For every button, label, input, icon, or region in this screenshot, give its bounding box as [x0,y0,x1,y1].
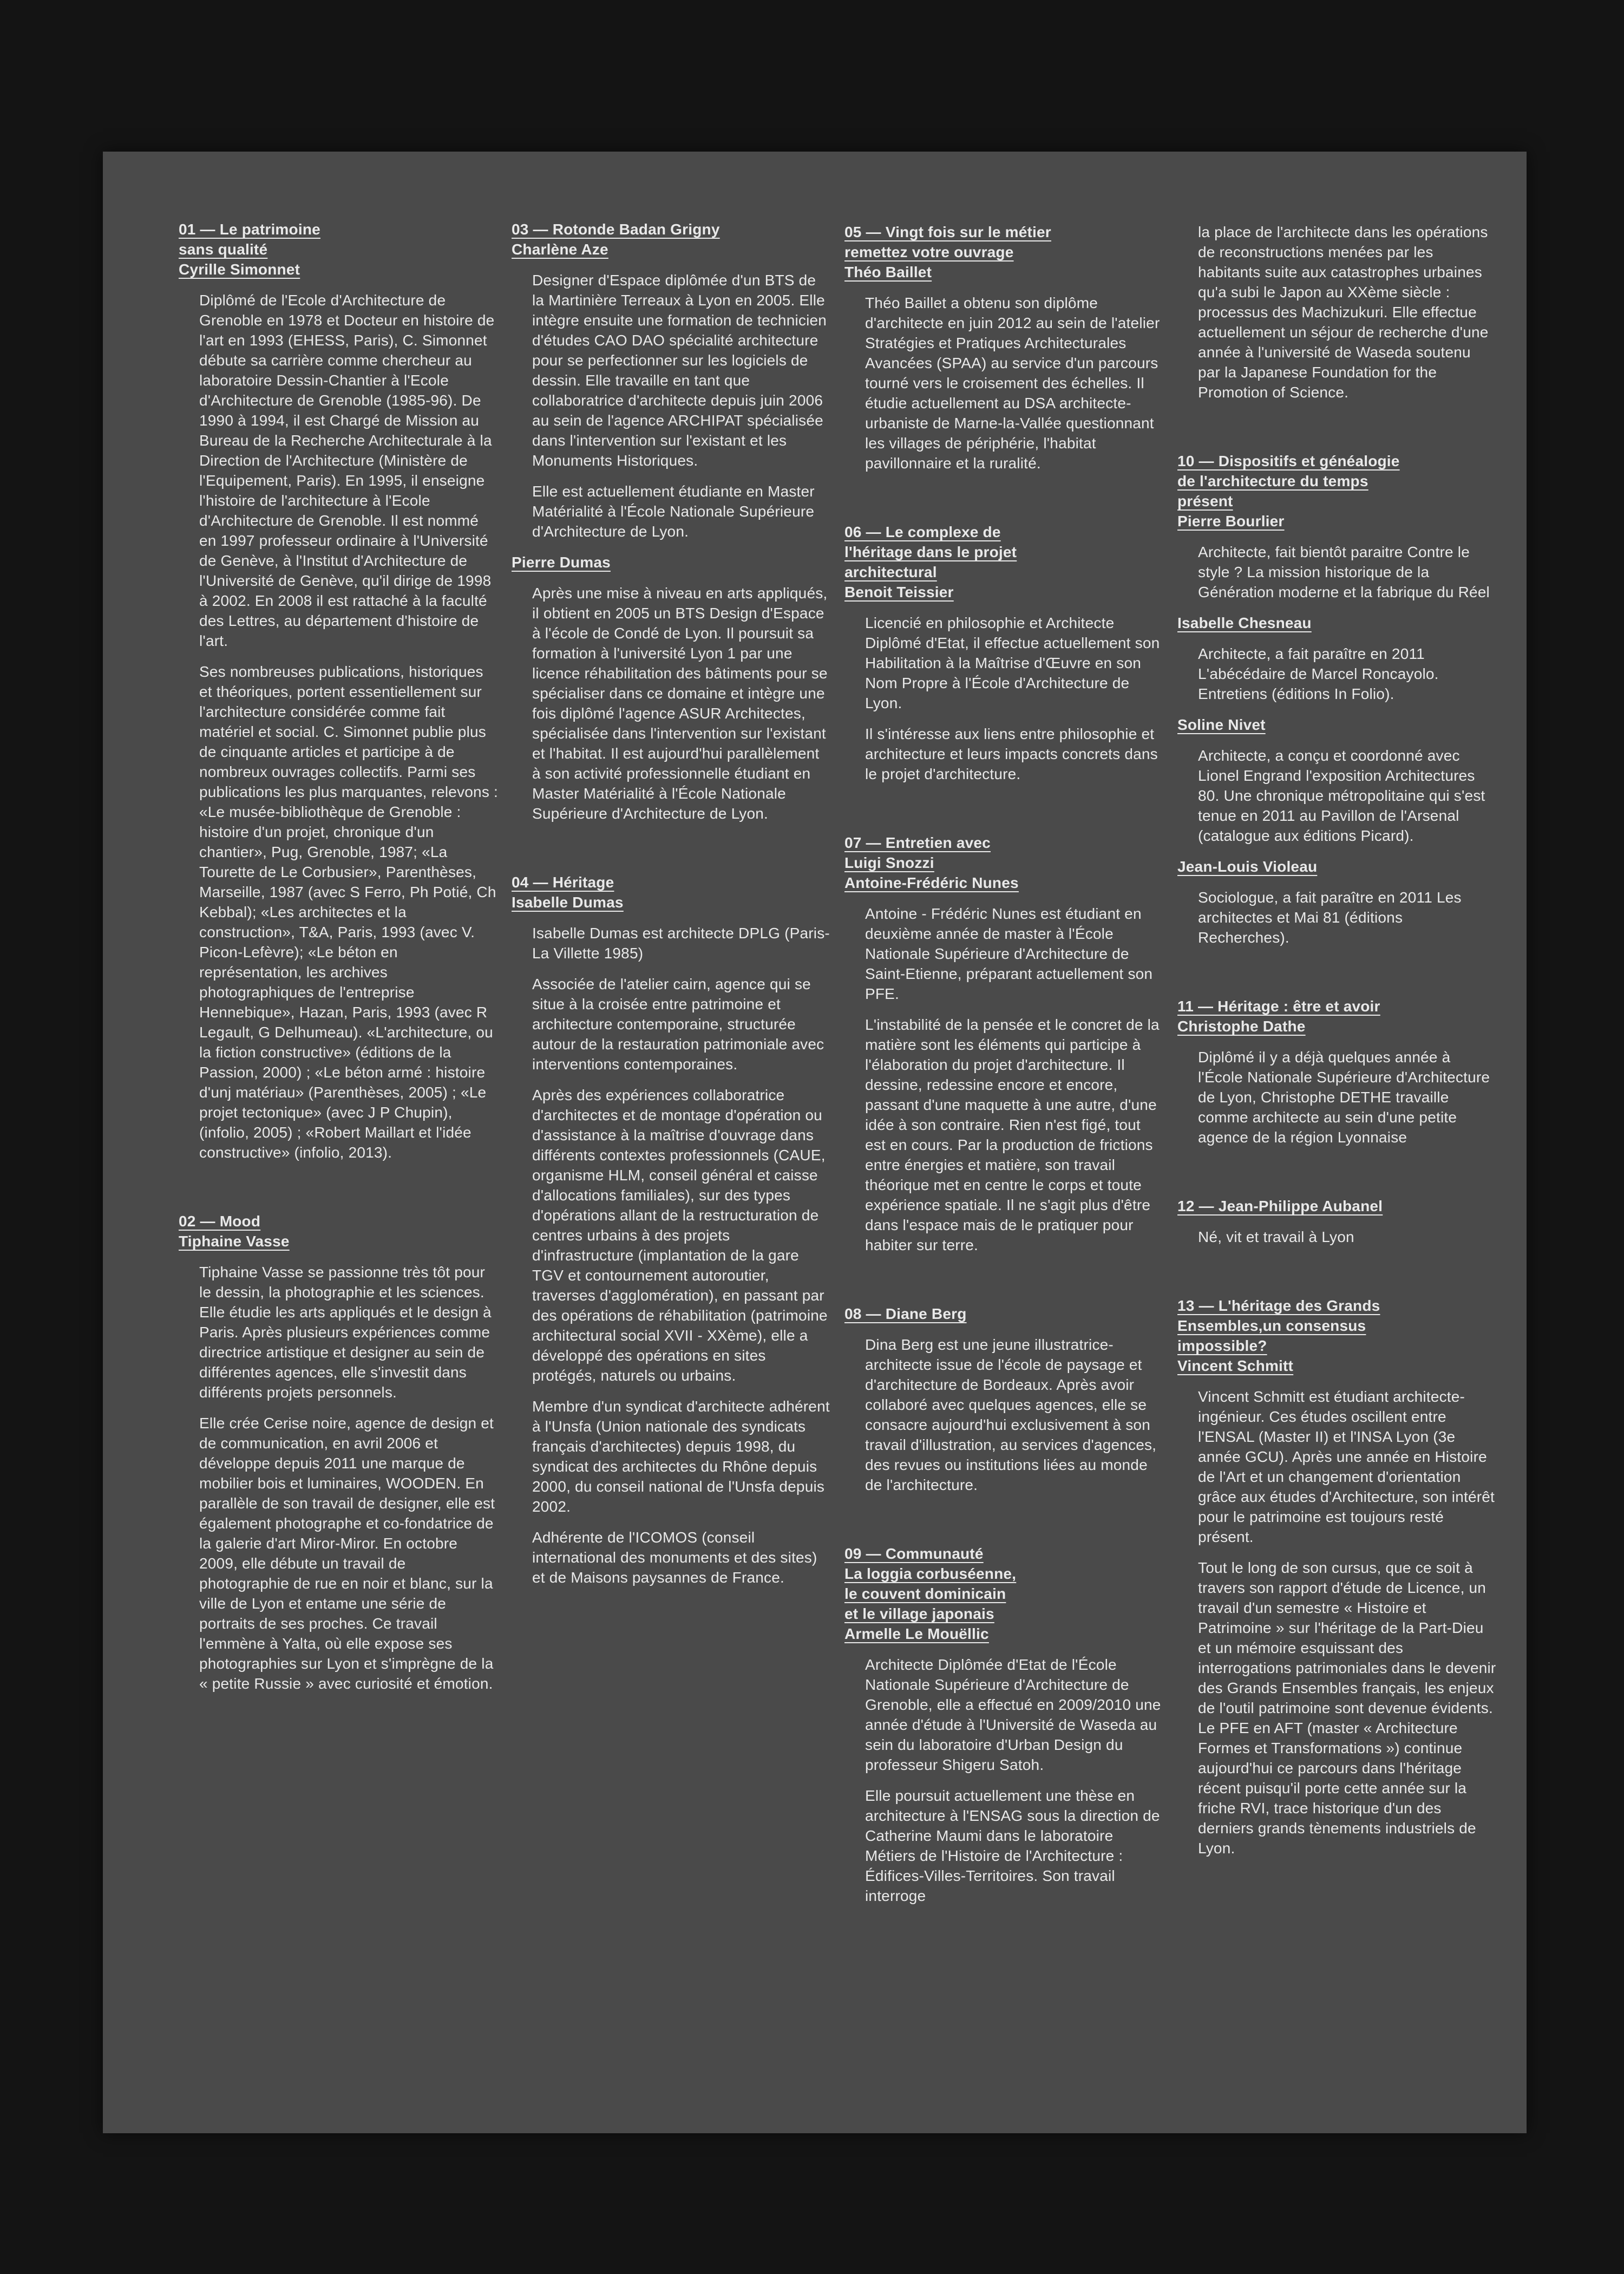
title-line: architectural [844,564,937,580]
bio-paragraph: Architecte Diplômée d'Etat de l'École Nationale Supérieure d'Architecture de Grenoble, elle a effectué en 2009/2010 une année d'étude à l'Université de Waseda au sein du laboratoire d'Urban Design du professeur Shigeru Satoh. [865,1656,1161,1773]
entry-13 [1177,1296,1497,1858]
title-line: 07 — Entretien avec [844,834,991,851]
entry-title [844,1544,1164,1644]
title-line: 05 — Vingt fois sur le métier [844,224,1051,240]
title-line: 10 — Dispositifs et généalogie [1177,453,1400,469]
entry-title [844,522,1164,602]
entry-09 [844,1544,1164,1906]
author-name: Antoine-Frédéric Nunes [844,874,1019,891]
bio-paragraph: L'instabilité de la pensée et le concret de la matière sont les éléments qui participe à l'élaboration du projet d'architecture. Il dessine, redessine encore et encore, passant d'une maquette à une autre, d'une idée à son contraire. Rien n'est figé, tout est en cours. Par la production de frictions entre énergies et matière, son travail théorique met en centre le corps et toute expérience spatiale. Il ne s'agit plus d'être dans l'espace mais de le pratiquer pour habiter sur terre. [865,1016,1160,1253]
entry-title [1177,996,1497,1036]
author-name: Théo Baillet [844,264,932,280]
bio-paragraph: la place de l'architecte dans les opérations de reconstructions menées par les habitants suite aux catastrophes urbaines qu'a subi le Japon au XXème siècle : processus des Machizukuri. Elle effectue actuellement un séjour de recherche d'une année à l'université de Waseda soutenu par la Japanese Foundation for the Promotion of Science. [1198,224,1489,401]
entry-title [179,219,498,279]
bio-paragraph: Architecte, a conçu et coordonné avec Lionel Engrand l'exposition Architectures 80. Une chronique métropolitaine qui s'est tenue en 2011 au Pavillon de l'Arsenal (catalogue aux éditions Picard). [1198,747,1485,844]
entry-08 [844,1304,1164,1495]
author-name: Isabelle Chesneau [1177,615,1312,631]
bio-paragraph: Diplômé de l'Ecole d'Architecture de Grenoble en 1978 et Docteur en histoire de l'art en 1993 (EHESS, Paris), C. Simonnet débute sa carrière comme chercheur au laboratoire Dessin-Chantier à l'Ecole d'Architecture de Grenoble (1985-96). De 1990 à 1994, il est Chargé de Mission au Bureau de la Recherche Architecturale à la Direction de l'Architecture (Ministère de l'Equipement, Paris). En 1995, il enseigne l'histoire de l'architecture à l'Ecole d'Architecture de Grenoble. Il est nommé en 1997 professeur ordinaire à l'Université de Genève, à l'Institut d'Architecture de l'Université de Genève, qu'il dirige de 1998 à 2002. En 2008 il est rattaché à la faculté des Lettres, au département d'histoire de l'art. [199,292,495,649]
title-line: 02 — Mood [179,1213,261,1230]
entry-01 [179,219,498,1162]
bio-paragraph: Architecte, a fait paraître en 2011 L'abécédaire de Marcel Roncayolo. Entretiens (éditions In Folio). [1198,645,1439,702]
entry-11 [1177,996,1497,1147]
title-line: impossible? [1177,1337,1267,1354]
entry-09-continued [1177,222,1497,402]
author-name: Pierre Dumas [512,554,611,571]
column-3 [844,222,1164,1917]
column-1 [179,219,498,1742]
entry-10 [1177,451,1497,948]
bio-paragraph: Elle poursuit actuellement une thèse en architecture à l'ENSAG sous la direction de Catherine Maumi dans le laboratoire Métiers de l'Histoire de l'Architecture : Édifices-Villes-Territoires. Son travail interroge [865,1787,1160,1904]
title-line: sans qualité [179,241,268,258]
bio-paragraph: Après des expériences collaboratrice d'architectes et de montage d'opération ou d'assistance à la maîtrise d'ouvrage dans différents contextes professionnels (CAUE, organisme HLM, conseil général et caisse d'allocations familiales), sur des types d'opérations allant de la restructuration de centres urbains à des projets d'infrastructure (implantation de la gare TGV et contournement autoroutier, traverses d'agglomération), en passant par des opérations de réhabilitation (patrimoine architectural social XVII - XXème), elle a développé des opérations en sites protégés, naturels ou urbains. [532,1087,828,1384]
bio-paragraph: Isabelle Dumas est architecte DPLG (Paris-La Villette 1985) [532,925,830,962]
bio-paragraph: Théo Baillet a obtenu son diplôme d'architecte en juin 2012 au sein de l'atelier Stratégies et Pratiques Architecturales Avancées (SPAA) au service d'un parcours tourné vers le croisement des échelles. Il étudie actuellement au DSA architecte-urbaniste de Marne-la-Vallée questionnant les villages de périphérie, l'habitat pavillonnaire et la ruralité. [865,295,1160,472]
author-name: Christophe Dathe [1177,1018,1306,1035]
title-line: l'héritage dans le projet [844,544,1017,560]
entry-04 [512,872,831,1587]
author-name-block [1177,857,1497,877]
bio-paragraph: Né, vit et travail à Lyon [1198,1229,1354,1245]
entry-07 [844,833,1164,1255]
title-line: présent [1177,493,1233,509]
entry-02 [179,1211,498,1694]
author-name: Charlène Aze [512,241,608,258]
bio-paragraph: Vincent Schmitt est étudiant architecte-ingénieur. Ces études oscillent entre l'ENSAL (Master II) et l'INSA Lyon (3e année GCU). Après une année en Histoire de l'Art et un changement d'orientation grâce aux études d'Architecture, son intérêt pour le patrimoine est toujours resté présent. [1198,1388,1495,1545]
entry-05 [844,222,1164,473]
title-line: le couvent dominicain [844,1585,1006,1602]
title-line: remettez votre ouvrage [844,244,1014,260]
author-name: Isabelle Dumas [512,894,624,911]
printed-sheet [103,152,1527,2133]
author-name-block [1177,613,1497,633]
entry-title [844,833,1164,893]
author-name: Vincent Schmitt [1177,1357,1294,1374]
bio-paragraph: Sociologue, a fait paraître en 2011 Les architectes et Mai 81 (éditions Recherches). [1198,889,1462,946]
author-name: Tiphaine Vasse [179,1233,290,1250]
entry-title [1177,1196,1497,1216]
entry-06 [844,522,1164,784]
title-line: et le village japonais [844,1605,994,1622]
entry-title [1177,1296,1497,1376]
bio-paragraph: Il s'intéresse aux liens entre philosophie et architecture et leurs impacts concrets dans le projet d'architecture. [865,726,1158,782]
author-name-block [512,552,831,572]
author-name: Soline Nivet [1177,716,1266,733]
bio-paragraph: Diplômé il y a déjà quelques année à l'École Nationale Supérieure d'Architecture de Lyon, Christophe DETHE travaille comme architecte au sein d'une petite agence de la région Lyonnaise [1198,1049,1490,1146]
entry-title [512,219,831,259]
bio-paragraph: Architecte, fait bientôt paraitre Contre le style ? La mission historique de la Génération moderne et la fabrique du Réel [1198,544,1490,600]
bio-paragraph: Membre d'un syndicat d'architecte adhérent à l'Unsfa (Union nationale des syndicats français d'architectes) depuis 1998, du syndicat des architectes du Rhône depuis 2000, du conseil national de l'Unsfa depuis 2002. [532,1398,830,1515]
entry-title [844,222,1164,282]
title-line: 08 — Diane Berg [844,1305,967,1322]
title-line: 03 — Rotonde Badan Grigny [512,221,720,238]
author-name-block [1177,715,1497,735]
title-line: 11 — Héritage : être et avoir [1177,998,1380,1015]
entry-03 [512,219,831,824]
bio-paragraph: Dina Berg est une jeune illustratrice-architecte issue de l'école de paysage et d'architecture de Bordeaux. Après avoir collaboré avec quelques agences, elle se consacre aujourd'hui exclusivement à son travail d'illustration, au services d'agences, des revues ou institutions liées au monde de l'architecture. [865,1336,1157,1493]
title-line: 01 — Le patrimoine [179,221,320,238]
bio-paragraph: Licencié en philosophie et Architecte Diplômé d'Etat, il effectue actuellement son Habilitation à la Maîtrise d'Œuvre en son Nom Propre à l'École d'Architecture de Lyon. [865,615,1160,711]
bio-paragraph: Adhérente de l'ICOMOS (conseil international des monuments et des sites) et de Maisons paysannes de France. [532,1529,817,1586]
author-name: Benoit Teissier [844,584,954,600]
bio-paragraph: Elle crée Cerise noire, agence de design et de communication, en avril 2006 et développe depuis 2011 une marque de mobilier bois et luminaires, WOODEN. En parallèle de son travail de designer, elle est également photographe et co-fondatrice de la galerie d'art Miror-Miror. En octobre 2009, elle débute un travail de photographie de rue en noir et blanc, sur la ville de Lyon et entame une série de portraits de ses proches. Ce travail l'emmène à Yalta, où elle expose ses photographies sur Lyon et s'imprègne de la « petite Russie » avec curiosité et émotion. [199,1415,495,1692]
entry-title [179,1211,498,1251]
title-line: Luigi Snozzi [844,854,934,871]
entry-12 [1177,1196,1497,1247]
bio-paragraph: Antoine - Frédéric Nunes est étudiant en deuxième année de master à l'École Nationale Supérieure d'Architecture de Saint-Etienne, préparant actuellement son PFE. [865,905,1153,1002]
entry-title [844,1304,1164,1324]
title-line: La loggia corbuséenne, [844,1565,1017,1582]
title-line: 09 — Communauté [844,1545,984,1562]
bio-paragraph: Elle est actuellement étudiante en Master Matérialité à l'École Nationale Supérieure d'Architecture de Lyon. [532,483,815,540]
column-2 [512,219,831,1636]
bio-paragraph: Après une mise à niveau en arts appliqués, il obtient en 2005 un BTS Design d'Espace à l'école de Condé de Lyon. Il poursuit sa formation à l'université Lyon 1 par une licence réhabilitation des bâtiments pour se spécialiser dans ce domaine et intègre une fois diplômé l'agence ASUR Architectes, spécialisée dans l'intervention sur l'existant et l'habitat. Il est aujourd'hui parallèlement à son activité professionnelle étudiant en Master Matérialité à l'École Nationale Supérieure d'Architecture de Lyon. [532,585,828,822]
bio-paragraph: Designer d'Espace diplômée d'un BTS de la Martinière Terreaux à Lyon en 2005. Elle intègre ensuite une formation de technicien d'études CAO DAO spécialité architecture pour se perfectionner sur les logiciels de dessin. Elle travaille en tant que collaboratrice d'architecte depuis juin 2006 au sein de l'agence ARCHIPAT spécialisée dans l'intervention sur l'existant et les Monuments Historiques. [532,272,827,469]
title-line: Ensembles,un consensus [1177,1317,1366,1334]
bio-paragraph: Tiphaine Vasse se passionne très tôt pour le dessin, la photographie et les sciences. Elle étudie les arts appliqués et le design à Paris. Après plusieurs expériences comme directrice artistique et designer au sein de différentes agences, elle s'investit dans différents projets personnels. [199,1264,492,1401]
entry-title [1177,451,1497,531]
bio-paragraph: Ses nombreuses publications, historiques et théoriques, portent essentiellement sur l'architecture considérée comme fait matériel et social. C. Simonnet publie plus de cinquante articles et participe à de nombreux ouvrages collectifs. Parmi ses publications les plus marquantes, relevons : «Le musée-bibliothèque de Grenoble : histoire d'un projet, chronique d'un chantier», Pug, Grenoble, 1987; «La Tourette de Le Corbusier», Parenthèses, Marseille, 1987 (avec S Ferro, Ph Potié, Ch Kebbal); «Les architectes et la construction», T&A, Paris, 1993 (avec V. Picon-Lefèvre); «Le béton en représentation, les archives photographiques de l'entreprise Hennebique», Hazan, Paris, 1993 (avec R Legault, G Delhumeau). «L'architecture, ou la fiction constructive» (éditions de la Passion, 2000) ; «Le béton armé : histoire d'unj matériau» (Parenthèses, 2005) ; «Le projet tectonique» (avec J P Chupin), (infolio, 2005) ; «Robert Maillart et l'idée constructive» (infolio, 2013). [199,663,498,1161]
bio-paragraph: Tout le long de son cursus, que ce soit à travers son rapport d'étude de Licence, un travail d'un semestre « Histoire et Patrimoine » sur l'héritage de la Part-Dieu et un mémoire esquissant des interrogations patrimoniales dans le devenir des Grands Ensembles français, les enjeux de l'outil patrimoine sont devenue évidents. Le PFE en AFT (master « Architecture Formes et Transformations ») continue aujourd'hui ce parcours dans l'héritage récent puisqu'il porte cette année sur la friche RVI, trace historique d'un des derniers grands tènements industriels de Lyon. [1198,1559,1496,1857]
author-name: Cyrille Simonnet [179,261,300,278]
bio-paragraph: Associée de l'atelier cairn, agence qui se situe à la croisée entre patrimoine et architecture contemporaine, structurée autour de la restauration patrimoniale avec interventions contemporaines. [532,976,824,1073]
column-4 [1177,222,1497,1869]
title-line: 13 — L'héritage des Grands [1177,1297,1380,1314]
author-name: Armelle Le Mouëllic [844,1625,989,1642]
title-line: 12 — Jean-Philippe Aubanel [1177,1198,1383,1214]
title-line: 06 — Le complexe de [844,524,1001,540]
author-name: Pierre Bourlier [1177,513,1285,530]
entry-title [512,872,831,912]
author-name: Jean-Louis Violeau [1177,858,1318,875]
title-line: 04 — Héritage [512,874,614,891]
title-line: de l'architecture du temps [1177,473,1368,489]
